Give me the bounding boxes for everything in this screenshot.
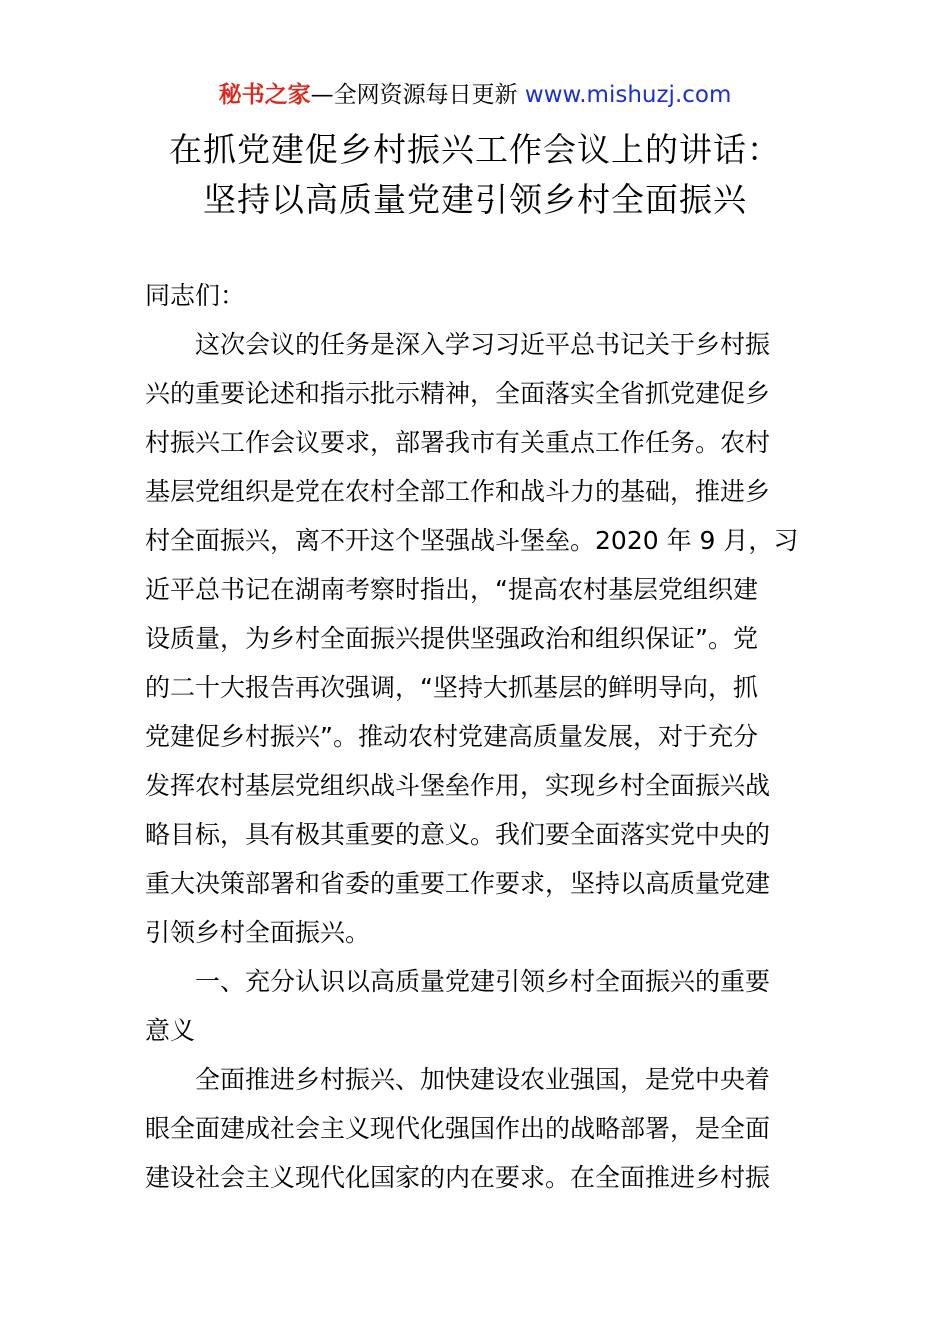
body-line: 眼全面建成社会主义现代化强国作出的战略部署，是全面: [145, 1114, 771, 1143]
body-line: 兴的重要论述和指示批示精神，全面落实全省抓党建促乡: [145, 379, 771, 408]
body-line: 这次会议的任务是深入学习习近平总书记关于乡村振: [195, 330, 771, 359]
site-header: [0, 78, 950, 112]
body-line: 建设社会主义现代化国家的内在要求。在全面推进乡村振: [145, 1163, 771, 1192]
body-line: 引领乡村全面振兴。: [145, 918, 371, 947]
body-line: 的二十大报告再次强调，“坚持大抓基层的鲜明导向，抓: [145, 673, 758, 702]
section-heading-line: 一、充分认识以高质量党建引领乡村全面振兴的重要: [195, 967, 771, 996]
body-line: 略目标，具有极其重要的意义。我们要全面落实党中央的: [145, 820, 771, 849]
document-title-line-1: 在抓党建促乡村振兴工作会议上的讲话：: [169, 130, 781, 169]
document-body: [145, 271, 807, 1202]
body-line: 村全面振兴，离不开这个坚强战斗堡垒。2020 年 9 月，习: [145, 526, 799, 555]
section-heading-line: 意义: [145, 1016, 196, 1045]
salutation: 同志们：: [145, 281, 246, 310]
body-line: 设质量，为乡村全面振兴提供坚强政治和组织保证”。党: [145, 624, 758, 653]
site-url-link[interactable]: www.mishuzj.com: [524, 82, 732, 108]
body-line: 近平总书记在湖南考察时指出，“提高农村基层党组织建: [145, 575, 758, 604]
document-title-line-2: 坚持以高质量党建引领乡村全面振兴: [203, 180, 747, 219]
body-line: 发挥农村基层党组织战斗堡垒作用，实现乡村全面振兴战: [145, 771, 771, 800]
site-slogan: —全网资源每日更新: [310, 82, 525, 108]
body-line: 党建促乡村振兴”。推动农村党建高质量发展，对于充分: [145, 722, 758, 751]
body-line: 重大决策部署和省委的重要工作要求，坚持以高质量党建: [145, 869, 771, 898]
body-line: 村振兴工作会议要求，部署我市有关重点工作任务。农村: [145, 428, 771, 457]
body-line: 全面推进乡村振兴、加快建设农业强国，是党中央着: [195, 1065, 771, 1094]
site-brand: 秘书之家: [218, 82, 311, 108]
body-line: 基层党组织是党在农村全部工作和战斗力的基础，推进乡: [145, 477, 771, 506]
